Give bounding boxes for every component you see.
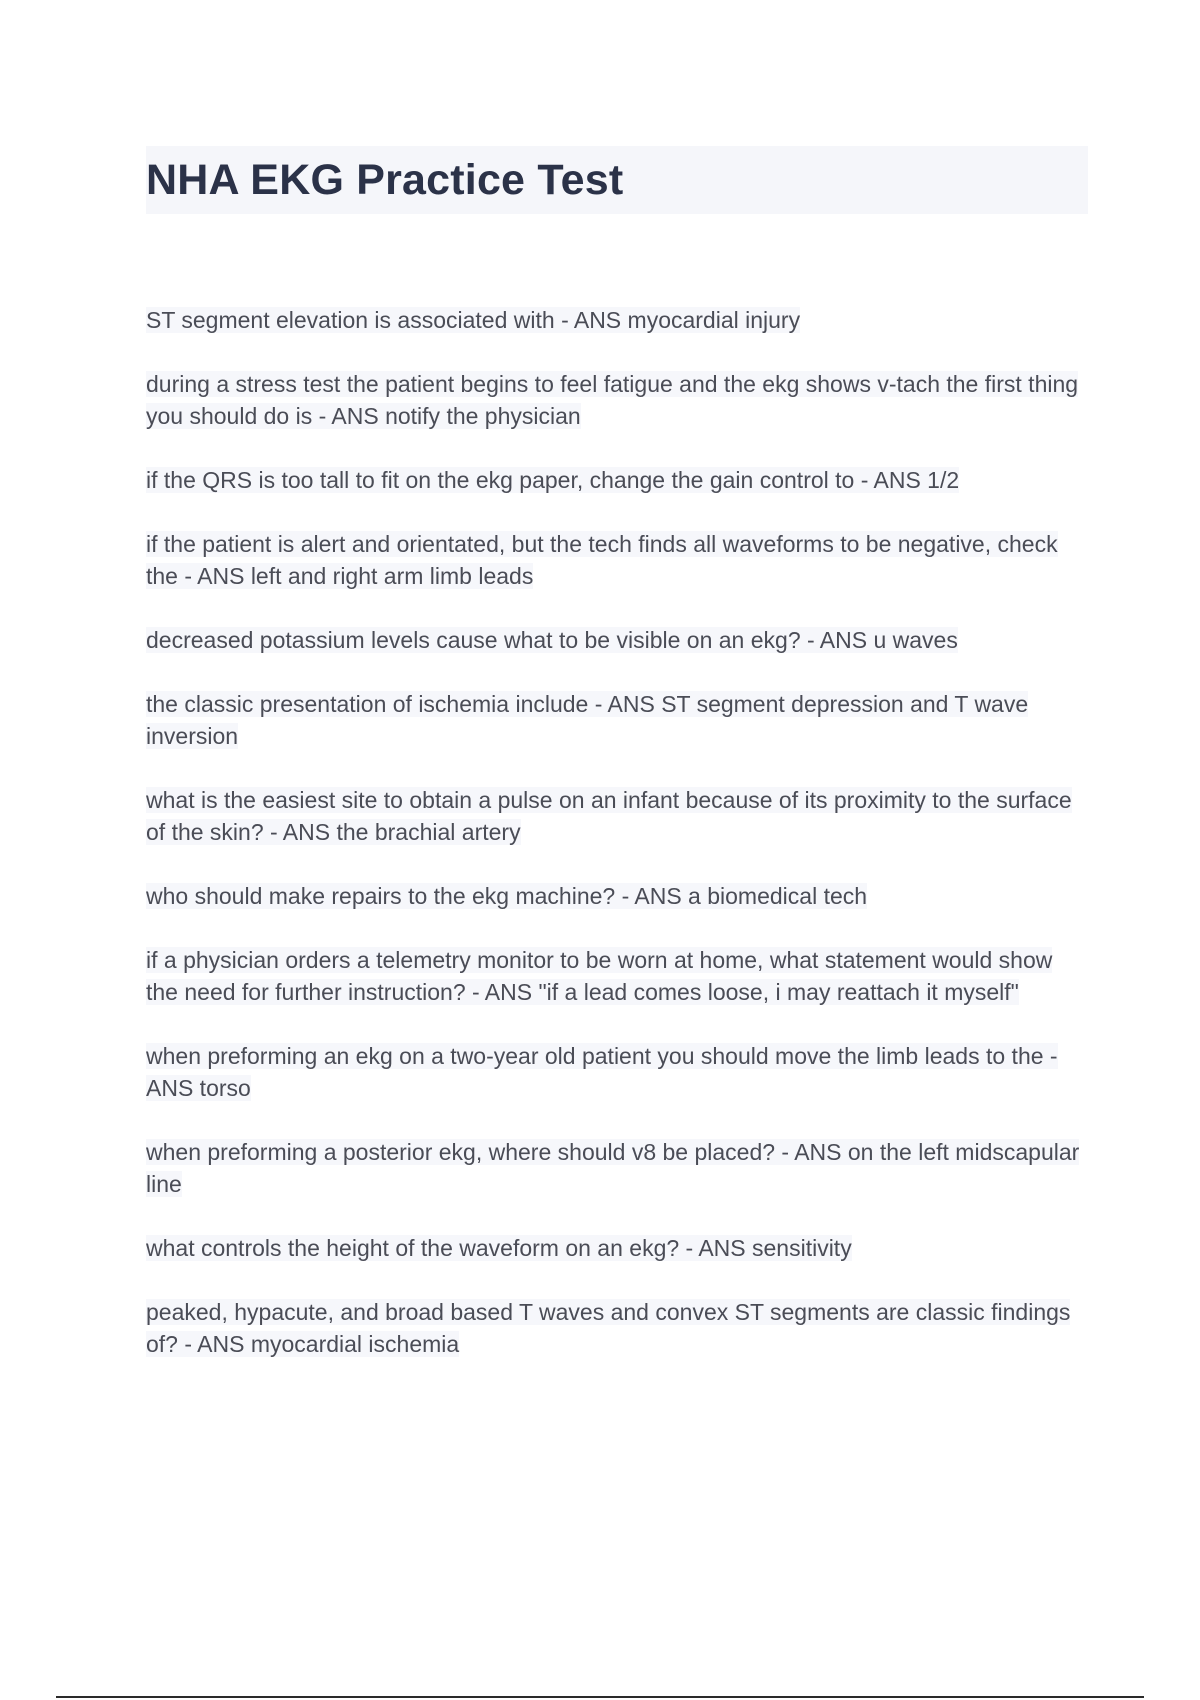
qa-text: ST segment elevation is associated with - ANS myocardial injury: [146, 307, 801, 333]
qa-item: [146, 880, 1086, 912]
qa-item: [146, 464, 1086, 496]
qa-text: if a physician orders a telemetry monitor to be worn at home, what statement would show the need for further instruction? - ANS "if a lead comes loose, i may reattach it myself": [146, 947, 1053, 1005]
qa-text: peaked, hypacute, and broad based T waves and convex ST segments are classic findings of? - ANS myocardial ischemia: [146, 1299, 1071, 1357]
qa-item: [146, 624, 1086, 656]
qa-item: [146, 1136, 1086, 1200]
qa-item: [146, 944, 1086, 1008]
qa-item: [146, 304, 1086, 336]
qa-item: [146, 1296, 1086, 1360]
qa-text: the classic presentation of ischemia include - ANS ST segment depression and T wave inversion: [146, 691, 1029, 749]
qa-text: decreased potassium levels cause what to be visible on an ekg? - ANS u waves: [146, 627, 958, 653]
qa-text: who should make repairs to the ekg machine? - ANS a biomedical tech: [146, 883, 868, 909]
qa-text: during a stress test the patient begins to feel fatigue and the ekg shows v-tach the first thing you should do is - ANS notify the physician: [146, 371, 1079, 429]
qa-list: [146, 304, 1086, 1392]
qa-item: [146, 688, 1086, 752]
page-title: NHA EKG Practice Test: [146, 156, 624, 204]
qa-item: [146, 368, 1086, 432]
qa-text: what controls the height of the waveform on an ekg? - ANS sensitivity: [146, 1235, 852, 1261]
qa-text: when preforming an ekg on a two-year old patient you should move the limb leads to the - ANS torso: [146, 1043, 1058, 1101]
footer-rule: [56, 1696, 1144, 1698]
qa-text: if the QRS is too tall to fit on the ekg paper, change the gain control to - ANS 1/2: [146, 467, 960, 493]
qa-item: [146, 528, 1086, 592]
qa-text: what is the easiest site to obtain a pulse on an infant because of its proximity to the surface of the skin? - ANS the brachial artery: [146, 787, 1072, 845]
qa-item: [146, 1232, 1086, 1264]
qa-item: [146, 784, 1086, 848]
qa-item: [146, 1040, 1086, 1104]
qa-text: if the patient is alert and orientated, but the tech finds all waveforms to be negative, check the - ANS left and right arm limb leads: [146, 531, 1058, 589]
qa-text: when preforming a posterior ekg, where should v8 be placed? - ANS on the left midscapular line: [146, 1139, 1080, 1197]
